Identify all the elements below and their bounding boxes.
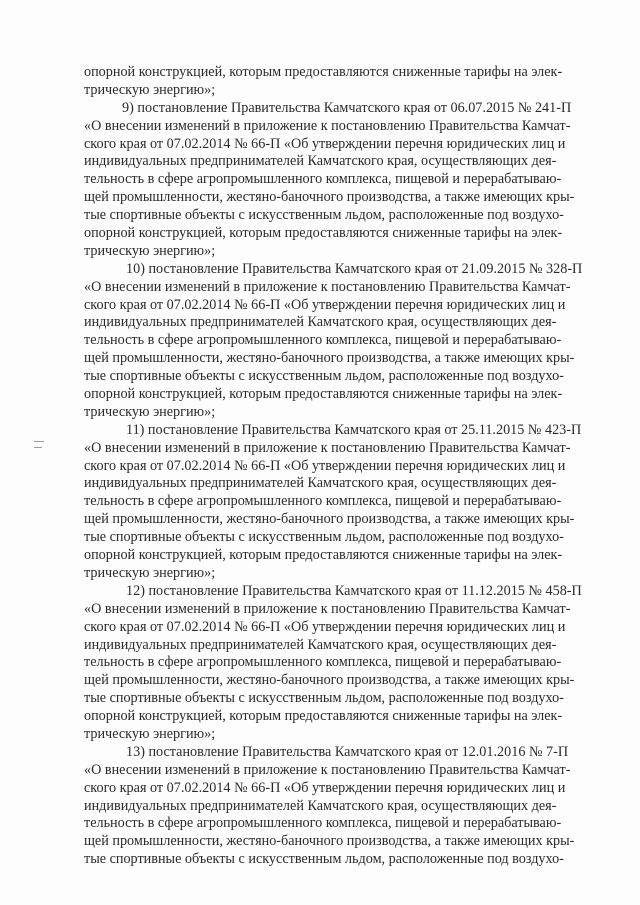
text-line: трическую энергию»; xyxy=(84,242,216,259)
text-line: индивидуальных предпринимателей Камчатского края, осуществляющих дея- xyxy=(84,636,557,653)
text-line: щей промышленности, жестяно-баночного производства, а также имеющих кры- xyxy=(84,511,575,528)
text-line: ского края от 07.02.2014 № 66-П «Об утверждении перечня юридических лиц и xyxy=(84,618,566,635)
text-line: тые спортивные объекты с искусственным льдом, расположенные под воздухо- xyxy=(84,690,564,707)
list-item-11 xyxy=(84,422,610,583)
text-line: «О внесении изменений в приложение к постановлению Правительства Камчат- xyxy=(84,278,571,295)
margin-mark xyxy=(34,441,44,442)
list-item-heading: 12) постановление Правительства Камчатского края от 11.12.2015 № 458-П xyxy=(126,582,582,599)
text-line: тые спортивные объекты с искусственным льдом, расположенные под воздухо- xyxy=(84,851,564,868)
list-item-10 xyxy=(84,261,610,422)
text-line: тельность в сфере агропромышленного комплекса, пищевой и перерабатываю- xyxy=(84,332,562,349)
text-line: опорной конструкцией, которым предоставляются сниженные тарифы на элек- xyxy=(84,547,563,564)
text-line: щей промышленности, жестяно-баночного производства, а также имеющих кры- xyxy=(84,350,575,367)
text-line: опорной конструкцией, которым предоставляются сниженные тарифы на элек- xyxy=(84,386,563,403)
text-line: опорной конструкцией, которым предоставляются сниженные тарифы на элек- xyxy=(84,64,563,80)
list-item-heading: 13) постановление Правительства Камчатского края от 12.01.2016 № 7-П xyxy=(126,743,569,760)
text-line: щей промышленности, жестяно-баночного производства, а также имеющих кры- xyxy=(84,833,575,850)
text-line: опорной конструкцией, которым предоставляются сниженные тарифы на элек- xyxy=(84,708,563,725)
text-line: «О внесении изменений в приложение к постановлению Правительства Камчат- xyxy=(84,117,571,134)
text-line: «О внесении изменений в приложение к постановлению Правительства Камчат- xyxy=(84,761,571,778)
text-line: тельность в сфере агропромышленного комплекса, пищевой и перерабатываю- xyxy=(84,171,562,188)
list-item-heading: 11) постановление Правительства Камчатского края от 25.11.2015 № 423-П xyxy=(126,421,582,438)
text-line: трическую энергию»; xyxy=(84,81,216,98)
list-item-heading: 9) постановление Правительства Камчатского края от 06.07.2015 № 241-П xyxy=(122,99,572,116)
list-item-12 xyxy=(84,583,610,744)
text-line: «О внесении изменений в приложение к постановлению Правительства Камчат- xyxy=(84,600,571,617)
margin-mark xyxy=(34,447,42,448)
text-line: опорной конструкцией, которым предоставляются сниженные тарифы на элек- xyxy=(84,225,563,242)
document-body xyxy=(84,64,610,869)
text-line: индивидуальных предпринимателей Камчатского края, осуществляющих дея- xyxy=(84,314,557,331)
text-line: щей промышленности, жестяно-баночного производства, а также имеющих кры- xyxy=(84,672,575,689)
text-line: индивидуальных предпринимателей Камчатского края, осуществляющих дея- xyxy=(84,475,557,492)
list-item-heading: 10) постановление Правительства Камчатского края от 21.09.2015 № 328-П xyxy=(126,260,583,277)
text-line: трическую энергию»; xyxy=(84,564,216,581)
text-line: индивидуальных предпринимателей Камчатского края, осуществляющих дея- xyxy=(84,153,557,170)
text-line: щей промышленности, жестяно-баночного производства, а также имеющих кры- xyxy=(84,189,575,206)
text-line: трическую энергию»; xyxy=(84,403,216,420)
text-line: ского края от 07.02.2014 № 66-П «Об утверждении перечня юридических лиц и xyxy=(84,135,566,152)
text-line: «О внесении изменений в приложение к постановлению Правительства Камчат- xyxy=(84,439,571,456)
text-line: индивидуальных предпринимателей Камчатского края, осуществляющих дея- xyxy=(84,797,557,814)
text-line: тельность в сфере агропромышленного комплекса, пищевой и перерабатываю- xyxy=(84,815,562,832)
text-line: тые спортивные объекты с искусственным льдом, расположенные под воздухо- xyxy=(84,207,564,224)
list-item-13 xyxy=(84,744,610,869)
text-line: трическую энергию»; xyxy=(84,725,216,742)
intro-paragraph xyxy=(84,64,610,100)
text-line: тые спортивные объекты с искусственным льдом, расположенные под воздухо- xyxy=(84,368,564,385)
text-line: ского края от 07.02.2014 № 66-П «Об утверждении перечня юридических лиц и xyxy=(84,296,566,313)
text-line: ского края от 07.02.2014 № 66-П «Об утверждении перечня юридических лиц и xyxy=(84,457,566,474)
text-line: ского края от 07.02.2014 № 66-П «Об утверждении перечня юридических лиц и xyxy=(84,779,566,796)
text-line: тельность в сфере агропромышленного комплекса, пищевой и перерабатываю- xyxy=(84,493,562,510)
text-line: тые спортивные объекты с искусственным льдом, расположенные под воздухо- xyxy=(84,529,564,546)
list-item-9 xyxy=(84,100,610,261)
text-line: тельность в сфере агропромышленного комплекса, пищевой и перерабатываю- xyxy=(84,654,562,671)
